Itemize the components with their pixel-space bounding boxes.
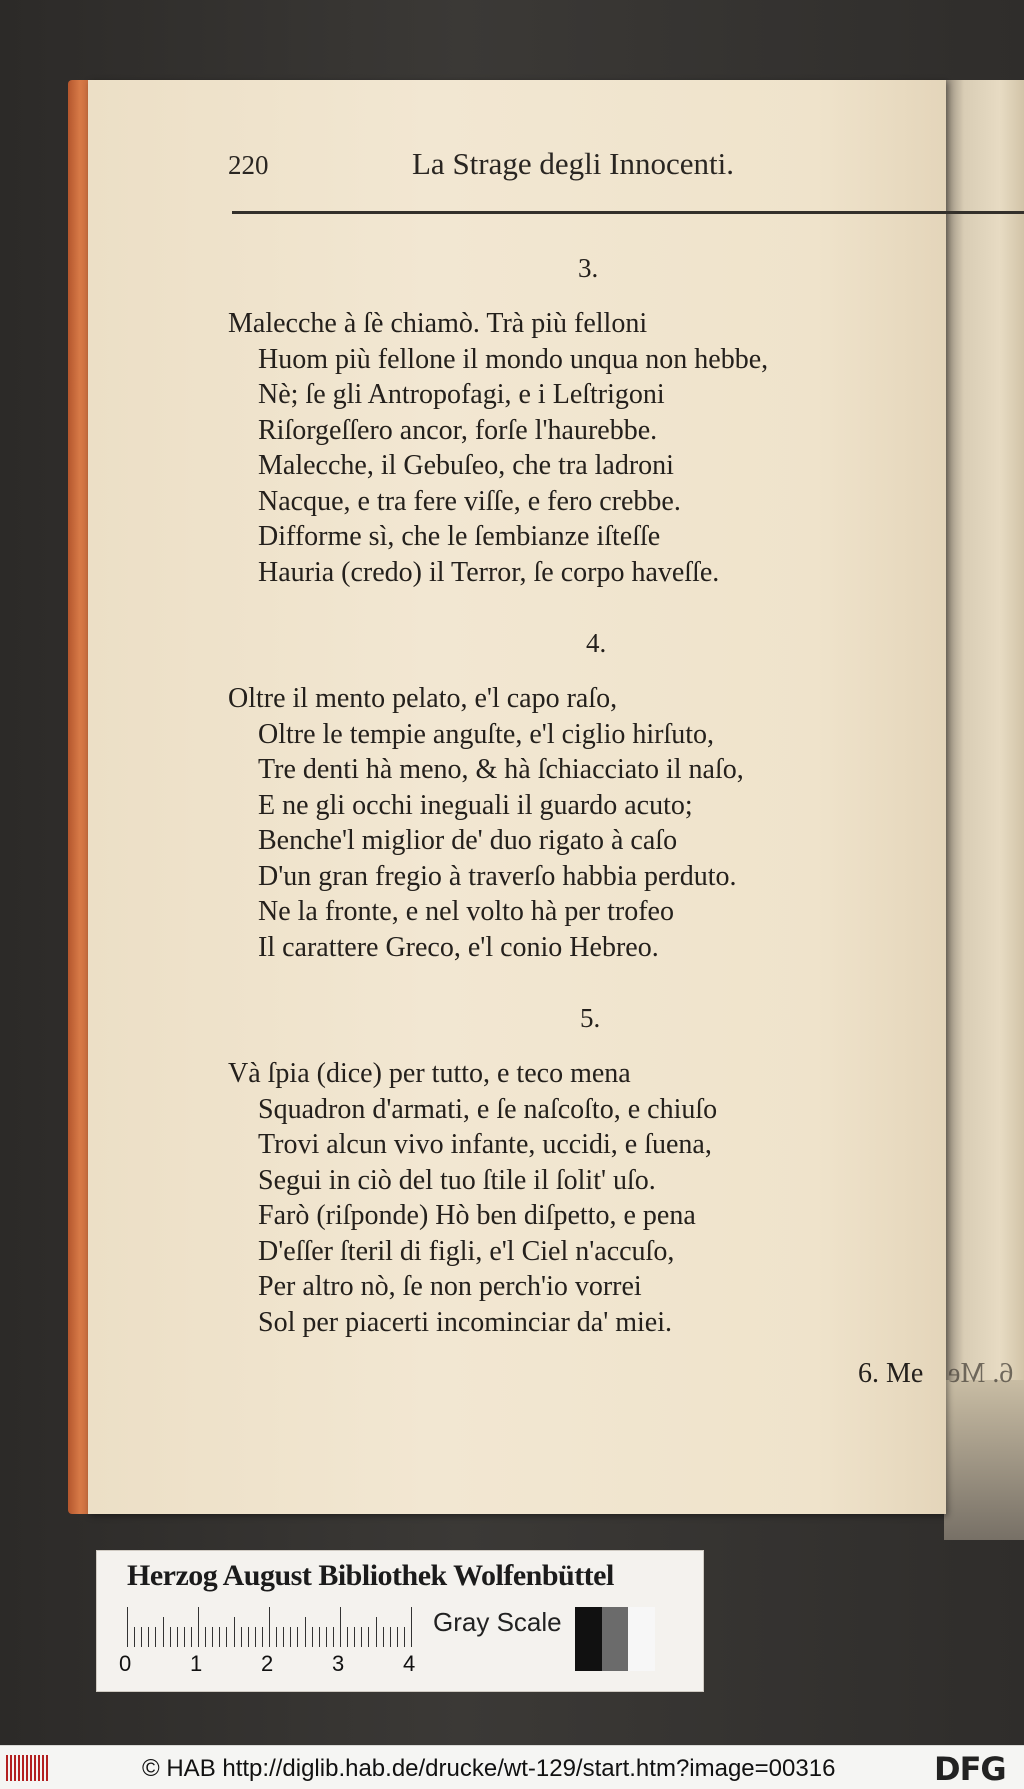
ruler-tick <box>234 1617 235 1647</box>
header-rule <box>232 211 1024 214</box>
ruler-labels <box>119 1651 419 1681</box>
ruler-tick <box>354 1627 355 1647</box>
ruler-tick <box>155 1627 156 1647</box>
ruler-tick <box>340 1607 341 1647</box>
ruler-tick <box>305 1617 306 1647</box>
ruler-tick <box>148 1627 149 1647</box>
verse-line: Il carattere Greco, e'l conio Hebreo. <box>258 931 659 963</box>
verse-line: Huom più fellone il mondo unqua non hebbe, <box>258 343 769 375</box>
ruler-tick <box>312 1627 313 1647</box>
stanza-number: 5. <box>580 1003 601 1033</box>
running-title: La Strage degli Innocenti. <box>412 146 734 181</box>
verse-line: Hauria (credo) il Terror, ſe corpo haveſſe. <box>258 556 720 588</box>
ruler-tick <box>127 1607 128 1647</box>
gray-scale-swatches <box>575 1607 655 1671</box>
verse-line: Difforme sì, che le ſembianze iſteſſe <box>258 521 661 552</box>
ruler-tick <box>276 1627 277 1647</box>
gray-scale-label: Gray Scale <box>433 1607 562 1637</box>
ruler-label: 2 <box>261 1651 274 1676</box>
ruler-tick <box>390 1627 391 1647</box>
hab-barcode-logo-icon <box>6 1755 48 1781</box>
verse-line: Malecche à ſè chiamò. Trà più felloni <box>228 308 648 339</box>
ruler-tick <box>191 1627 192 1647</box>
ruler-tick <box>198 1607 199 1647</box>
stanza <box>228 681 744 965</box>
ruler-tick <box>205 1627 206 1647</box>
ruler <box>127 1607 412 1647</box>
verse-line: Benche'l miglior de' duo rigato à caſo <box>258 825 678 856</box>
ruler-tick <box>297 1627 298 1647</box>
catchword: 6. Me <box>858 1358 924 1389</box>
ruler-tick <box>361 1627 362 1647</box>
verse-line: Oltre le tempie anguſte, e'l ciglio hirſuto, <box>258 718 715 750</box>
ruler-tick <box>170 1627 171 1647</box>
verse-line: Nè; ſe gli Antropofagi, e i Leſtrigoni <box>258 379 665 410</box>
ruler-tick <box>368 1627 369 1647</box>
ruler-label: 1 <box>190 1651 203 1676</box>
stanza-number: 4. <box>586 628 607 658</box>
verse-line: Farò (riſponde) Hò ben diſpetto, e pena <box>258 1200 696 1231</box>
verse-line: D'eſſer ſteril di figli, e'l Ciel n'accuſo, <box>258 1235 675 1267</box>
ruler-tick <box>383 1627 384 1647</box>
ruler-tick <box>411 1607 412 1647</box>
facing-page-fold <box>944 80 1024 1514</box>
verse-line: Nacque, e tra fere viſſe, e fero crebbe. <box>258 485 681 517</box>
ruler-tick <box>333 1627 334 1647</box>
verse-line: E ne gli occhi ineguali il guardo acuto; <box>258 789 693 821</box>
ruler-tick <box>376 1617 377 1647</box>
stanza <box>228 306 768 590</box>
ruler-tick <box>219 1627 220 1647</box>
dfg-logo: DFG <box>934 1750 1006 1788</box>
ruler-tick <box>347 1627 348 1647</box>
ruler-label: 3 <box>332 1651 345 1676</box>
footer-bar <box>0 1745 1024 1789</box>
ruler-tick <box>163 1617 164 1647</box>
ruler-tick <box>134 1627 135 1647</box>
page-header <box>228 146 948 186</box>
ruler-tick <box>141 1627 142 1647</box>
ruler-tick <box>212 1627 213 1647</box>
ruler-tick <box>255 1627 256 1647</box>
gray-swatch-dark <box>575 1607 602 1671</box>
verse-line: Malecche, il Gebuſeo, che tra ladroni <box>258 450 674 481</box>
gray-swatch-mid <box>602 1607 629 1671</box>
verse-line: Trovi alcun vivo infante, uccidi, e ſuena, <box>258 1129 712 1160</box>
verse-line: Tre denti hà meno, & hà ſchiacciato il naſo, <box>258 754 744 785</box>
ruler-tick <box>283 1627 284 1647</box>
stanza-number: 3. <box>578 253 599 283</box>
verse-line: Squadron d'armati, e ſe naſcoſto, e chiuſo <box>258 1093 718 1125</box>
verse-line: Riſorgeſſero ancor, forſe l'haurebbe. <box>258 414 658 446</box>
stanza <box>228 1056 717 1340</box>
bleed-through-text: 6. Me <box>948 1358 1014 1389</box>
facing-page-shadow <box>944 1380 1024 1540</box>
verse-line: Oltre il mento pelato, e'l capo raſo, <box>228 683 618 714</box>
ruler-tick <box>177 1627 178 1647</box>
ruler-tick <box>397 1627 398 1647</box>
verse-line: D'un gran fregio à traverſo habbia perduto. <box>258 860 737 892</box>
library-name: Herzog August Bibliothek Wolfenbüttel <box>127 1559 614 1592</box>
ruler-tick <box>319 1627 320 1647</box>
verse-line: Segui in ciò del tuo ſtile il ſolit' uſo. <box>258 1164 656 1196</box>
ruler-tick <box>262 1627 263 1647</box>
ruler-tick <box>404 1627 405 1647</box>
verse-line: Và ſpia (dice) per tutto, e teco mena <box>228 1058 631 1089</box>
ruler-label: 0 <box>119 1651 132 1676</box>
ruler-label: 4 <box>403 1651 416 1676</box>
verse-line: Ne la fronte, e nel volto hà per trofeo <box>258 896 674 927</box>
gray-swatch-light <box>628 1607 655 1671</box>
ruler-tick <box>241 1627 242 1647</box>
ruler-tick <box>326 1627 327 1647</box>
ruler-tick <box>290 1627 291 1647</box>
copyright-link[interactable]: © HAB http://diglib.hab.de/drucke/wt-129/start.htm?image=00316 <box>142 1755 836 1782</box>
ruler-tick <box>248 1627 249 1647</box>
ruler-tick <box>184 1627 185 1647</box>
color-target-card <box>96 1550 704 1692</box>
ruler-tick <box>269 1607 270 1647</box>
page-number: 220 <box>228 150 269 180</box>
verse-line: Sol per piacerti incominciar da' miei. <box>258 1306 673 1338</box>
ruler-tick <box>226 1627 227 1647</box>
verse-line: Per altro nò, ſe non perch'io vorrei <box>258 1271 642 1302</box>
